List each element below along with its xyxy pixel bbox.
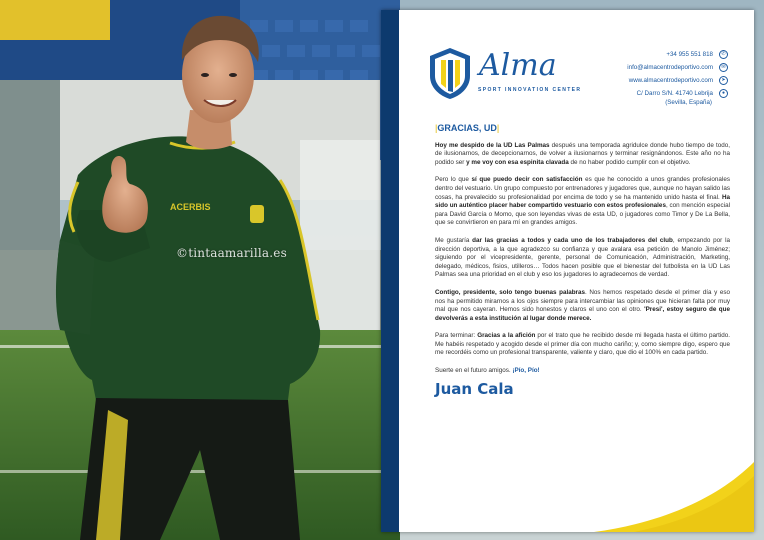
phone-icon: ✆ <box>719 50 728 59</box>
email-text: info@almacentrodeportivo.com <box>627 64 713 71</box>
address-text: C/ Darro S/N. 41740 Lebrija <box>636 90 713 97</box>
alma-shield-logo <box>427 46 473 100</box>
location-icon: ● <box>719 89 728 98</box>
brand-name: Alma <box>479 48 557 83</box>
paragraph-1: Hoy me despido de la UD Las Palmas después una temporada agridulce donde hubo tiempo de todo, de ilusionarnos, de decepcionarnos, de volver a ilusionarnos y terminar resignándonos. Este año no ha podido ser y me voy con esa espinita clavada de no haber podido cumplir con el objetivo. <box>435 141 730 166</box>
contact-web <box>627 74 728 87</box>
navy-side-band <box>381 10 399 532</box>
contact-phone <box>627 48 728 61</box>
compass-icon: ➤ <box>719 76 728 85</box>
paragraph-2: Pero lo que sí que puedo decir con satisfacción es que he conocido a unos grandes profesionales dentro del vestuario. Un grupo compuesto por entrenadores y jugadores que, aunque no hayan salido las cosas, ha prevalecido su profesionalidad por encima de todo y se ha mantenido unido hasta el final. Ha sido un auténtico placer haber compartido vestuario con estos profesionales, con mención especial para David García o Momo, que son leyendas vivas de esta UD, o jugadores como Timor y De La Bella, que se convirtieron en para mí en grandes amigos. <box>435 176 731 227</box>
brand-tagline: SPORT INNOVATION CENTER <box>478 87 582 93</box>
signature: Juan Cala <box>435 379 514 398</box>
letter-heading: |GRACIAS, UD| <box>435 123 500 133</box>
contact-block <box>627 48 728 109</box>
web-text: www.almacentrodeportivo.com <box>628 77 713 84</box>
paragraph-4: Contigo, presidente, solo tengo buenas palabras. Nos hemos respetado desde el primer día y eso nos ha permitido mirarnos a los ojos siempre para intercambiar las opiniones que hicieran falta por muy mal que nos cayeran. Hemos sido honestos y claros el uno con el otro. 'Presi', estoy seguro de que devolverás a esta institución al lugar donde merece. <box>435 288 730 322</box>
paragraph-3: Me gustaría dar las gracias a todos y cada uno de los trabajadores del club, empezando por la dirección deportiva, a la que agradezco su confianza y que avalara esa petición de Manolo Jiménez; siguiendo por el vicepresidente, gerente, personal de Comunicación, Administración, Marketing, delegado, médicos, fisios, utilleros… Todos hacen posible que el bienestar del futbolista en la UD Las Palmas sea una prioridad en el club y eso los jugadores lo agradecemos de verdad. <box>435 236 731 279</box>
contact-email <box>627 61 728 74</box>
yellow-corner-wave <box>594 462 754 532</box>
address-line-2: (Sevilla, España) <box>665 99 712 106</box>
mail-icon: ✉ <box>719 63 728 72</box>
letter-document <box>381 10 754 532</box>
paragraph-5: Para terminar: Gracias a la afición por el trato que he recibido desde mi llegada hasta el último partido. Me habéis respetado y acogido desde el primer día con mucho cariño; y, como siempre digo, espero que me recordéis como un profesional transparente, valiente y claro, que dio el 100% en cada partido. <box>435 332 730 357</box>
phone-text: +34 955 551 818 <box>666 51 713 58</box>
svg-text:ACERBIS: ACERBIS <box>170 202 211 212</box>
watermark: ©tintaamarilla.es <box>176 246 287 260</box>
paragraph-6: Suerte en el futuro amigos. ¡Pío, Pío! <box>435 367 540 375</box>
letter-body <box>435 123 731 398</box>
